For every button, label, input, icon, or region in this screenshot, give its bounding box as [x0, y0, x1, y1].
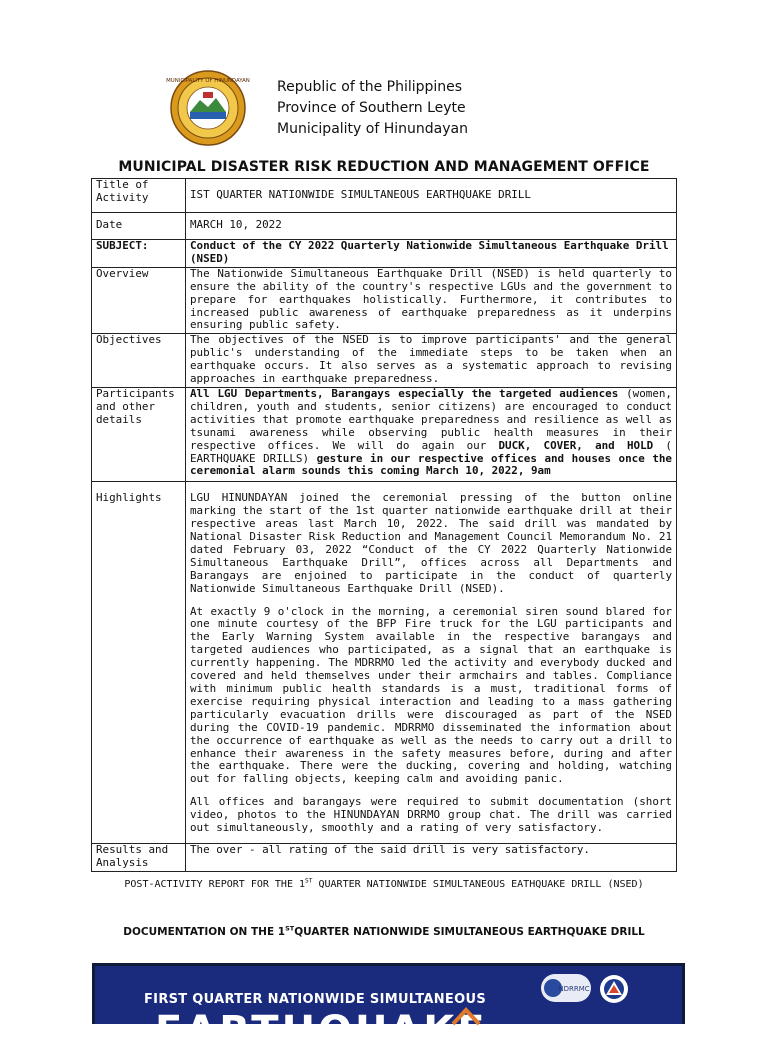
subject-label: SUBJECT:: [92, 240, 186, 268]
government-header: [277, 77, 468, 140]
title-label: Title of Activity: [92, 179, 186, 213]
ndrrmc-logo-text: NDRRMC: [558, 985, 590, 993]
caption-text-end: QUARTER NATIONWIDE SIMULTANEOUS EATHQUAKE DRILL (NSED): [312, 879, 644, 890]
municipal-seal-icon: [166, 70, 250, 146]
highlights-paragraph-3: All offices and barangays were required to submit documentation (short video, photos to the HINUNDAYAN DRRMO group chat. The drill was carried out simultaneously, smoothly and a rating of very satisfactory.: [190, 795, 672, 835]
participants-body: (women, children, youth and students, senior citizens) are encouraged to conduct activities that promote earthquake preparedness and resilience as well as tsunami awareness while observing public health measures in their respective offices. We will do again our: [190, 386, 672, 452]
seal-ring-text: MUNICIPALITY OF HINUNDAYAN: [166, 78, 250, 84]
drill-banner-image: [92, 963, 685, 1054]
results-label: Results and Analysis: [92, 843, 186, 871]
highlights-paragraph-2: At exactly 9 o'clock in the morning, a ceremonial siren sound blared for one minute courtesy of the BFP Fire truck for the LGU participants and the Early Warning System available in the respective barangays and targeted audiences who participated, as a signal that an earthquake is currently happening. The MDRRMO led the activity and everybody ducked and covered and held themselves under their armchairs and tables. Compliance with minimum public health standards is a must, traditional forms of exercise requiring physical interaction and leading to a mass gathering particularly evacuation drills were discouraged as part of the NSED during the COVID-19 pandemic. MDRRMO disseminated the information about the occurrence of earthquake as well as the needs to carry out a drill to enhance their awareness in the safety measures before, during and after the earthquake. There were the ducking, covering and holding, watching out for falling objects, keeping calm and avoiding panic.: [190, 604, 672, 786]
caption-sup: ST: [305, 877, 313, 885]
table-row: [92, 387, 677, 481]
report-caption: [0, 879, 768, 890]
office-title: MUNICIPAL DISASTER RISK REDUCTION AND MANAGEMENT OFFICE: [118, 159, 650, 175]
table-row: [92, 213, 677, 240]
highlights-paragraph-1: LGU HINUNDAYAN joined the ceremonial pressing of the button online marking the start of the 1st quarter nationwide earthquake drill at their respective areas last March 10, 2022. The said drill was mandated by National Disaster Risk Reduction and Management Council Memorandum No. 21 dated February 03, 2022 “Conduct of the CY 2022 Quarterly Nationwide Simultaneous Earthquake Drill”, offices across all Departments and Barangays are enjoined to participate in the conduct of quarterly Nationwide Simultaneous Earthquake Drill (NSED).: [190, 491, 672, 595]
caption-text: POST-ACTIVITY REPORT FOR THE 1: [124, 879, 306, 890]
participants-label: Participants and other details: [92, 387, 186, 481]
civil-defense-logo-icon: [599, 974, 629, 1004]
duck-cover-hold: DUCK, COVER, and HOLD: [498, 438, 654, 452]
municipality-line: Municipality of Hinundayan: [277, 121, 468, 137]
participants-closing: gesture in our respective offices and houses once the ceremonial alarm sounds this coming March 10, 2022, 9am: [190, 451, 672, 478]
table-row: [92, 334, 677, 388]
highlights-value: [186, 482, 677, 844]
documentation-text: DOCUMENTATION ON THE 1: [123, 926, 286, 938]
documentation-sup: ST: [285, 924, 295, 933]
ndrrmc-logo-icon: [541, 974, 591, 1002]
table-row: [92, 843, 677, 871]
table-row: [92, 240, 677, 268]
house-roof-icon: [451, 1006, 481, 1026]
overview-value: The Nationwide Simultaneous Earthquake Drill (NSED) is held quarterly to ensure the ability of the country's respective LGUs and the government to prepare for earthquakes holistically. Furthermore, it contributes to increased public awareness of earthquake preparedness as it underpins ensuring public safety.: [186, 267, 677, 334]
objectives-value: The objectives of the NSED is to improve participants' and the general public's understanding of the immediate steps to be taken when an earthquake occurs. It also serves as a systematic approach to revising approaches in earthquake preparedness.: [186, 334, 677, 388]
table-row: [92, 179, 677, 213]
documentation-text-end: QUARTER NATIONWIDE SIMULTANEOUS EARTHQUAKE DRILL: [294, 926, 645, 938]
participants-lead: All LGU Departments, Barangays especially the targeted audiences: [190, 386, 619, 400]
participants-drills: ( EARTHQUAKE DRILLS): [190, 438, 672, 465]
title-text: IST QUARTER NATIONWIDE SIMULTANEOUS EARTHQUAKE DRILL: [190, 187, 531, 201]
table-row: [92, 267, 677, 334]
title-value: [186, 179, 677, 213]
banner-headline: FIRST QUARTER NATIONWIDE SIMULTANEOUS: [144, 992, 486, 1007]
subject-value: Conduct of the CY 2022 Quarterly Nationwide Simultaneous Earthquake Drill (NSED): [186, 240, 677, 268]
overview-label: Overview: [92, 267, 186, 334]
results-value: The over - all rating of the said drill is very satisfactory.: [186, 843, 677, 871]
date-label: Date: [92, 213, 186, 240]
date-value: MARCH 10, 2022: [186, 213, 677, 240]
table-row: [92, 482, 677, 844]
banner-big-text: EARTHQUAKE: [155, 1008, 488, 1054]
republic-line: Republic of the Philippines: [277, 79, 463, 95]
documentation-title: [0, 926, 768, 938]
province-line: Province of Southern Leyte: [277, 100, 466, 116]
activity-report-table: [91, 178, 677, 872]
participants-value: [186, 387, 677, 481]
objectives-label: Objectives: [92, 334, 186, 388]
highlights-label: Highlights: [92, 482, 186, 844]
